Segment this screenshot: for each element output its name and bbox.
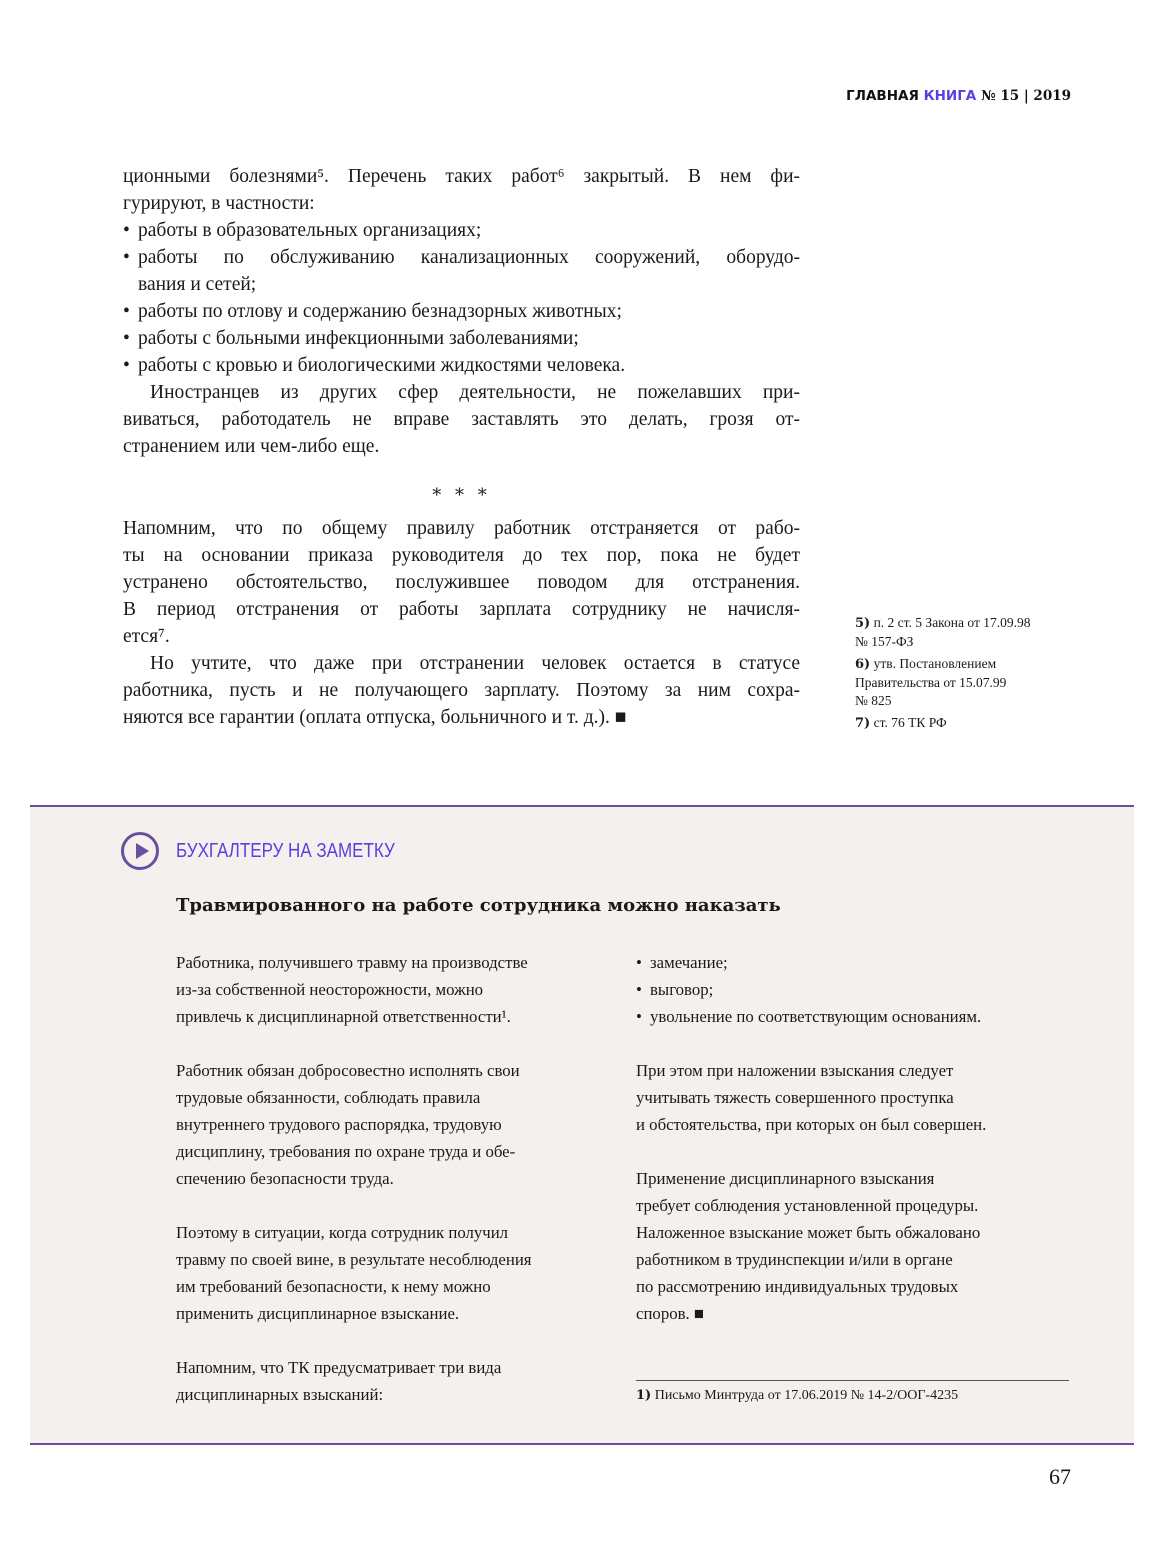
text-line: ты на основании приказа руководителя до тех пор, пока не будет [123,545,800,566]
bullet-icon: • [636,953,642,972]
paragraph [176,1219,616,1327]
paragraph [636,949,1076,1030]
text-line: и обстоятельства, при которых он был совершен. [636,1115,987,1134]
text-line: Но учтите, что даже при отстранении человек остается в статусе [150,653,800,674]
bullet-line [123,298,800,325]
footnote-text: № 825 [855,693,892,708]
section-separator: * * * [432,485,491,506]
footnote-text: Правительства от 15.07.99 [855,675,1007,690]
paragraph [636,1057,1076,1138]
footnote-number: 1) [636,1388,652,1403]
footnote-number: 5) [855,616,871,631]
text-line: Применение дисциплинарного взыскания [636,1169,935,1188]
text-line: по рассмотрению индивидуальных трудовых [636,1277,959,1296]
footnote [855,614,1085,651]
callout-title: Травмированного на работе сотрудника можно наказать [176,895,781,916]
text-line: странением или чем-либо еще. [123,436,380,457]
footnote-line [855,633,1085,651]
bullet-text: увольнение по соответствующим основаниям. [650,1007,982,1026]
line-text: работы с кровью и биологическими жидкостями человека. [138,355,626,376]
bullet-line [123,325,800,352]
footnote-line [855,692,1085,710]
text-line: Напомним, что ТК предусматривает три вида [176,1358,502,1377]
bullet-text: выговор; [650,980,714,999]
text-line: Поэтому в ситуации, когда сотрудник получил [176,1223,509,1242]
text-line: травму по своей вине, в результате несоблюдения [176,1250,532,1269]
text-line: Работник обязан добросовестно исполнять свои [176,1061,520,1080]
bullet-text: замечание; [650,953,728,972]
play-circle-icon [121,832,159,870]
running-header [846,88,1071,104]
bullet-icon: • [636,1007,642,1026]
text-line: гурируют, в частности: [123,193,315,214]
footnote-number: 6) [855,657,871,672]
text-line: устранено обстоятельство, послужившее поводом для отстранения. [123,572,800,593]
bullet-line [123,244,800,271]
callout-left-column [176,949,616,1435]
brand-name-part2: КНИГА [923,88,977,104]
line-text: вания и сетей; [138,274,257,295]
text-line: внутреннего трудового распорядка, трудовую [176,1115,502,1134]
footnote-text: утв. Постановлением [873,656,997,671]
footnote [855,655,1085,710]
bullet-icon: • [123,220,130,241]
footnote-number: 7) [855,716,871,731]
text-line: Иностранцев из других сфер деятельности, не пожелавших при- [150,382,800,403]
bullet-icon: • [123,355,130,376]
text-line: спечению безопасности труда. [176,1169,394,1188]
text-line: трудовые обязанности, соблюдать правила [176,1088,481,1107]
footnote [855,714,1085,733]
footnote-text: № 157-ФЗ [855,634,914,649]
footnote-text: ст. 76 ТК РФ [873,715,947,730]
paragraph [176,949,616,1030]
line-text: работы с больными инфекционными заболеваниями; [138,328,579,349]
footnote-divider [636,1380,1069,1381]
text-line: При этом при наложении взыскания следует [636,1061,954,1080]
issue-number: № 15 | 2019 [980,88,1071,104]
bullet-icon: • [123,328,130,349]
text-line: из-за собственной неосторожности, можно [176,980,484,999]
footnote-line [855,614,1085,633]
footnote-text: Письмо Минтруда от 17.06.2019 № 14-2/ООГ-4235 [654,1388,959,1403]
footnote-line [855,655,1085,674]
footnote-line [855,674,1085,692]
text-line: Работника, получившего травму на производстве [176,953,528,972]
bullet-line [123,217,800,244]
text-line: ется⁷. [123,626,170,647]
bullet-line [123,271,800,298]
footnote-text: п. 2 ст. 5 Закона от 17.09.98 [873,615,1031,630]
bullet-item [636,1003,1076,1030]
text-line: Напомним, что по общему правилу работник отстраняется от рабо- [123,518,800,539]
text-line: применить дисциплинарное взыскание. [176,1304,460,1323]
text-line: работником в трудинспекции и/или в органе [636,1250,953,1269]
text-line: дисциплину, требования по охране труда и обе- [176,1142,516,1161]
text-line: В период отстранения от работы зарплата сотруднику не начисля- [123,599,800,620]
article-text-part2 [123,515,800,731]
page-number: 67 [1049,1464,1071,1489]
text-line: работника, пусть и не получающего зарплату. Поэтому за ним сохра- [123,680,800,701]
text-line: виваться, работодатель не вправе заставлять это делать, грозя от- [123,409,800,430]
line-text: работы по обслуживанию канализационных сооружений, оборудо- [138,247,800,268]
paragraph [176,1057,616,1192]
paragraph [176,1354,616,1408]
paragraph [636,1165,1076,1327]
bullet-item [636,949,1076,976]
callout-label: БУХГАЛТЕРУ НА ЗАМЕТКУ [176,840,395,862]
text-line: привлечь к дисциплинарной ответственности¹. [176,1007,511,1026]
article-text-part1 [123,163,800,460]
callout-footnote [636,1388,958,1404]
footnote-line [855,714,1085,733]
bullet-icon: • [636,980,642,999]
text-line: споров. ■ [636,1304,705,1323]
sidenotes [855,614,1085,737]
text-line: им требований безопасности, к нему можно [176,1277,491,1296]
bullet-item [636,976,1076,1003]
text-line: учитывать тяжесть совершенного проступка [636,1088,954,1107]
bullet-line [123,352,800,379]
bullet-icon: • [123,301,130,322]
text-line: требует соблюдения установленной процедуры. [636,1196,979,1215]
brand-name-part1: ГЛАВНАЯ [846,88,919,104]
line-text: работы в образовательных организациях; [138,220,482,241]
text-line: няются все гарантии (оплата отпуска, больничного и т. д.). ■ [123,707,627,728]
callout-right-column [636,949,1076,1354]
line-text: работы по отлову и содержанию безнадзорных животных; [138,301,622,322]
text-line: ционными болезнями⁵. Перечень таких работ⁶ закрытый. В нем фи- [123,166,800,187]
text-line: дисциплинарных взысканий: [176,1385,384,1404]
bullet-icon: • [123,247,130,268]
text-line: Наложенное взыскание может быть обжаловано [636,1223,981,1242]
